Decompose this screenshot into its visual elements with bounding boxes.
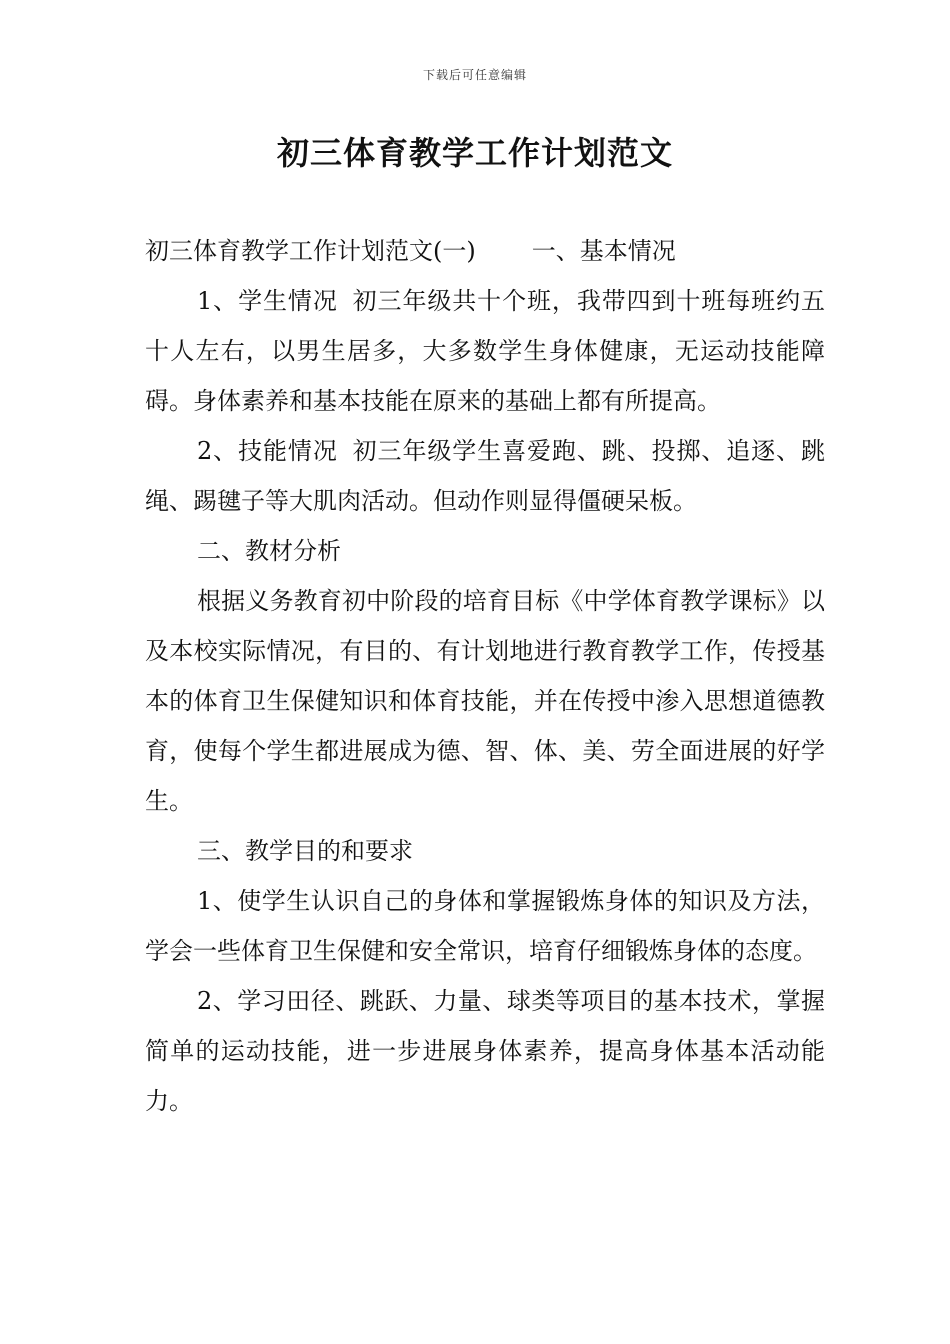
- paragraph-goal-1: 1、使学生认识自己的身体和掌握锻炼身体的知识及方法，学会一些体育卫生保健和安全常识，培育仔细锻炼身体的态度。: [145, 887, 825, 965]
- paragraph-goal-2: 2、学习田径、跳跃、力量、球类等项目的基本技术，掌握简单的运动技能，进一步进展身体素养，提高身体基本活动能力。: [145, 987, 825, 1115]
- subheading-students: 1、学生情况: [197, 287, 338, 315]
- text-students: 初三年级共十个班，我带四到十班每班约五十人左右，以男生居多，大多数学生身体健康，无运动技能障碍。身体素养和基本技能在原来的基础上都有所提高。: [145, 287, 825, 415]
- subheading-skills: 2、技能情况: [197, 437, 338, 465]
- paragraph-student-situation: [145, 276, 825, 426]
- text-skills: 初三年级学生喜爱跑、跳、投掷、追逐、跳绳、踢毽子等大肌肉活动。但动作则显得僵硬呆板。: [145, 437, 825, 515]
- section-subtitle: 初三体育教学工作计划范文(一): [145, 237, 476, 265]
- section-heading-goals: 三、教学目的和要求: [197, 837, 413, 865]
- paragraph-skill-situation: [145, 426, 825, 526]
- header-note: 下载后可任意编辑: [422, 68, 527, 82]
- paragraph-materials: 根据义务教育初中阶段的培育目标《中学体育教学课标》以及本校实际情况，有目的、有计划地进行教育教学工作，传授基本的体育卫生保健知识和体育技能，并在传授中渗入思想道德教育，使每个学生都进展成为德、智、体、美、劳全面进展的好学生。: [145, 587, 825, 815]
- section-heading-materials: 二、教材分析: [197, 537, 341, 565]
- document-title: 初三体育教学工作计划范文: [276, 134, 673, 172]
- document-body: [145, 226, 825, 1126]
- paragraph-intro: [145, 226, 825, 276]
- section-heading-basic: 一、基本情况: [531, 237, 676, 265]
